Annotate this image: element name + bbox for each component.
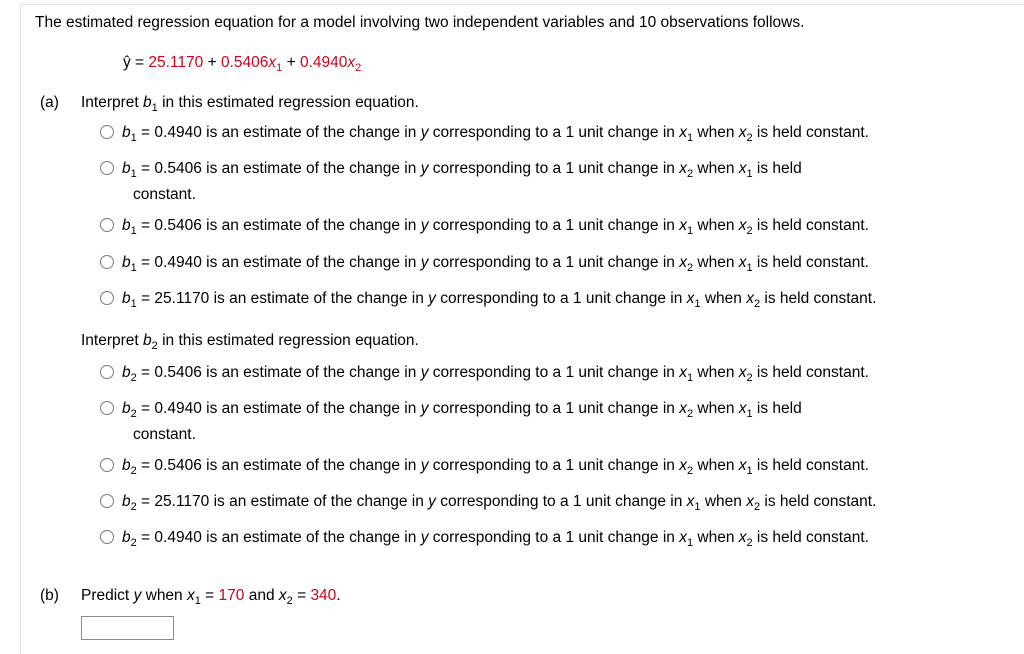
question-intro: The estimated regression equation for a model involving two independent variables and 10 observations follows. — [35, 14, 805, 31]
option-text: $b_1 = 0.5406$ is an estimate of the change in y corresponding to a 1 unit change in $x_1$ when $x_2$ is held constant. — [122, 217, 869, 237]
q2-option-2-continuation: constant. — [133, 426, 196, 443]
radio-button[interactable] — [100, 458, 114, 472]
radio-button[interactable] — [100, 218, 114, 232]
q1-option-1[interactable] — [100, 123, 869, 143]
regression-equation: ŷ = $25.1170 + 0.5406x_1 + 0.4940x_2$ — [123, 54, 362, 74]
option-text: $b_1 = 0.4940$ is an estimate of the change in y corresponding to a 1 unit change in $x_2$ when $x_1$ is held constant. — [122, 254, 869, 274]
b1-value: 0.5406 — [220, 54, 269, 71]
b2-value: 0.4940 — [299, 54, 348, 71]
option-text: $b_2 = 0.5406$ is an estimate of the change in y corresponding to a 1 unit change in $x_1$ when $x_2$ is held constant. — [122, 364, 869, 384]
option-text: $b_2 = 0.4940$ is an estimate of the change in y corresponding to a 1 unit change in $x_2$ when $x_1$ is held — [122, 400, 802, 420]
option-text: $b_1 = 0.5406$ is an estimate of the change in y corresponding to a 1 unit change in $x_2$ when $x_1$ is held — [122, 160, 802, 180]
option-text: $b_2 = 0.5406$ is an estimate of the change in y corresponding to a 1 unit change in $x_2$ when $x_1$ is held constant. — [122, 457, 869, 477]
part-b-label: (b) — [40, 587, 59, 604]
q1-option-2[interactable] — [100, 159, 802, 179]
part-b-prompt: Predict y when $x_1 = 170$ and $x_2 = 340$. — [81, 587, 341, 607]
option-text: $b_2 = 25.1170$ is an estimate of the change in y corresponding to a 1 unit change in $x_1$ when $x_2$ is held constant. — [122, 493, 877, 513]
radio-button[interactable] — [100, 255, 114, 269]
q1-option-4[interactable] — [100, 253, 869, 273]
radio-button[interactable] — [100, 365, 114, 379]
radio-button[interactable] — [100, 125, 114, 139]
radio-button[interactable] — [100, 291, 114, 305]
q1-option-2-continuation: constant. — [133, 186, 196, 203]
q2-option-2[interactable] — [100, 399, 802, 419]
option-text: $b_2 = 0.4940$ is an estimate of the change in y corresponding to a 1 unit change in $x_1$ when $x_2$ is held constant. — [122, 529, 869, 549]
x1-given-value: 170 — [218, 587, 245, 604]
q1-option-5[interactable] — [100, 289, 876, 309]
option-text: $b_1 = 25.1170$ is an estimate of the change in y corresponding to a 1 unit change in $x_1$ when $x_2$ is held constant. — [122, 290, 877, 310]
x2-given-value: 340 — [310, 587, 337, 604]
option-text: $b_1 = 0.4940$ is an estimate of the change in y corresponding to a 1 unit change in $x_1$ when $x_2$ is held constant. — [122, 124, 869, 144]
q1-option-3[interactable] — [100, 216, 869, 236]
q2-option-4[interactable] — [100, 492, 876, 512]
q2-option-1[interactable] — [100, 363, 869, 383]
radio-button[interactable] — [100, 494, 114, 508]
part-a-label: (a) — [40, 94, 59, 111]
intercept-value: 25.1170 — [148, 54, 204, 71]
radio-button[interactable] — [100, 161, 114, 175]
q2-prompt: Interpret $b_2$ in this estimated regression equation. — [81, 332, 419, 352]
q1-prompt: Interpret $b_1$ in this estimated regression equation. — [81, 94, 419, 114]
q2-option-3[interactable] — [100, 456, 869, 476]
radio-button[interactable] — [100, 401, 114, 415]
q2-option-5[interactable] — [100, 528, 869, 548]
radio-button[interactable] — [100, 530, 114, 544]
prediction-answer-input[interactable] — [81, 616, 174, 640]
